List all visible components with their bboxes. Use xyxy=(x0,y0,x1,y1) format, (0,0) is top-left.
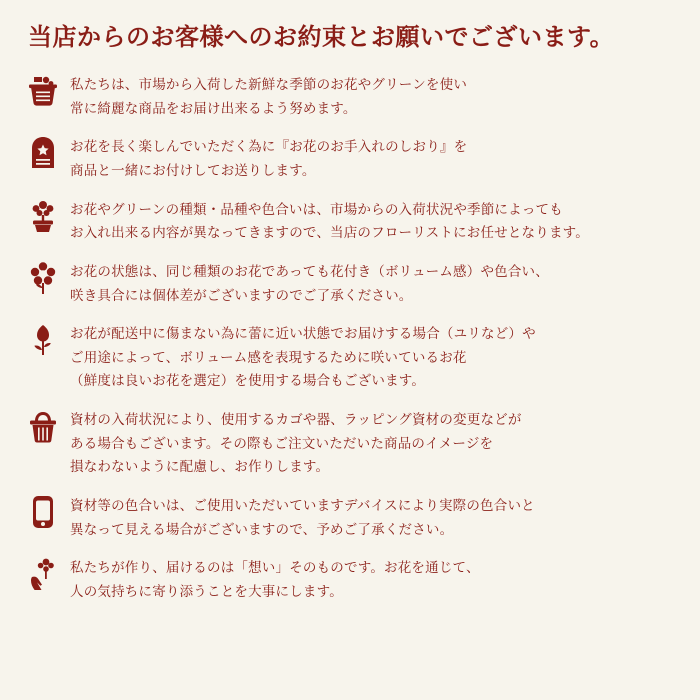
text-line: 私たちは、市場から入荷した新鮮な季節のお花やグリーンを使い xyxy=(70,77,468,93)
text-line: ご用途によって、ボリューム感を表現するために咲いているお花 xyxy=(70,349,467,365)
list-item xyxy=(26,71,680,120)
smartphone-icon xyxy=(26,493,60,531)
list-item xyxy=(26,554,680,603)
page-title: 当店からのお客様へのお約束とお願いでございます。 xyxy=(28,24,615,51)
list-item-text xyxy=(70,196,680,245)
promise-list xyxy=(26,71,680,603)
hand-flower-icon xyxy=(26,555,60,593)
blossom-icon xyxy=(26,259,60,297)
list-item-text xyxy=(70,258,680,307)
text-line: お花が配送中に傷まない為に蕾に近い状態でお届けする場合（ユリなど）や xyxy=(70,326,536,342)
potted-bouquet-icon xyxy=(26,197,60,235)
bud-icon xyxy=(26,321,60,359)
text-line: お花を長く楽しんでいただく為に『お花のお手入れのしおり』を xyxy=(70,139,468,155)
list-item xyxy=(26,492,680,541)
list-item-text xyxy=(70,133,680,182)
text-line: お入れ出来る内容が異なってきますので、当店のフローリストにお任せとなります。 xyxy=(70,225,589,241)
list-item-text xyxy=(70,71,680,120)
text-line: ある場合もございます。その際もご注文いただいた商品のイメージを xyxy=(70,435,494,451)
text-line: （鮮度は良いお花を選定）を使用する場合もございます。 xyxy=(70,373,426,389)
text-line: 常に綺麗な商品をお届け出来るよう努めます。 xyxy=(70,100,357,116)
text-line: 資材等の色合いは、ご使用いただいていますデバイスにより実際の色合いと xyxy=(70,497,535,513)
list-item-text xyxy=(70,320,680,393)
care-tag-icon xyxy=(26,134,60,172)
text-line: お花やグリーンの種類・品種や色合いは、市場からの入荷状況や季節によっても xyxy=(70,201,563,217)
list-item-text xyxy=(70,492,680,541)
list-item xyxy=(26,406,680,479)
text-line: 咲き具合には個体差がございますのでご了承ください。 xyxy=(70,287,413,303)
flower-basket-icon xyxy=(26,72,60,110)
text-line: 私たちが作り、届けるのは「想い」そのものです。お花を通じて、 xyxy=(70,560,480,576)
text-line: 人の気持ちに寄り添うことを大事にします。 xyxy=(70,583,343,599)
list-item xyxy=(26,133,680,182)
list-item-text xyxy=(70,406,680,479)
potted-bouquet-icon-wrap xyxy=(26,196,680,245)
list-item xyxy=(26,320,680,393)
text-line: 商品と一緒にお付けしてお送りします。 xyxy=(70,163,316,179)
text-line: お花の状態は、同じ種類のお花であっても花付き（ボリューム感）や色合い、 xyxy=(70,263,549,279)
text-line: 資材の入荷状況により、使用するカゴや器、ラッピング資材の変更などが xyxy=(70,412,522,428)
list-item-text xyxy=(70,554,680,603)
text-line: 損なわないように配慮し、お作りします。 xyxy=(70,459,330,475)
text-line: 異なって見える場合がございますので、予めご了承ください。 xyxy=(70,521,454,537)
basket-icon xyxy=(26,407,60,445)
list-item xyxy=(26,258,680,307)
